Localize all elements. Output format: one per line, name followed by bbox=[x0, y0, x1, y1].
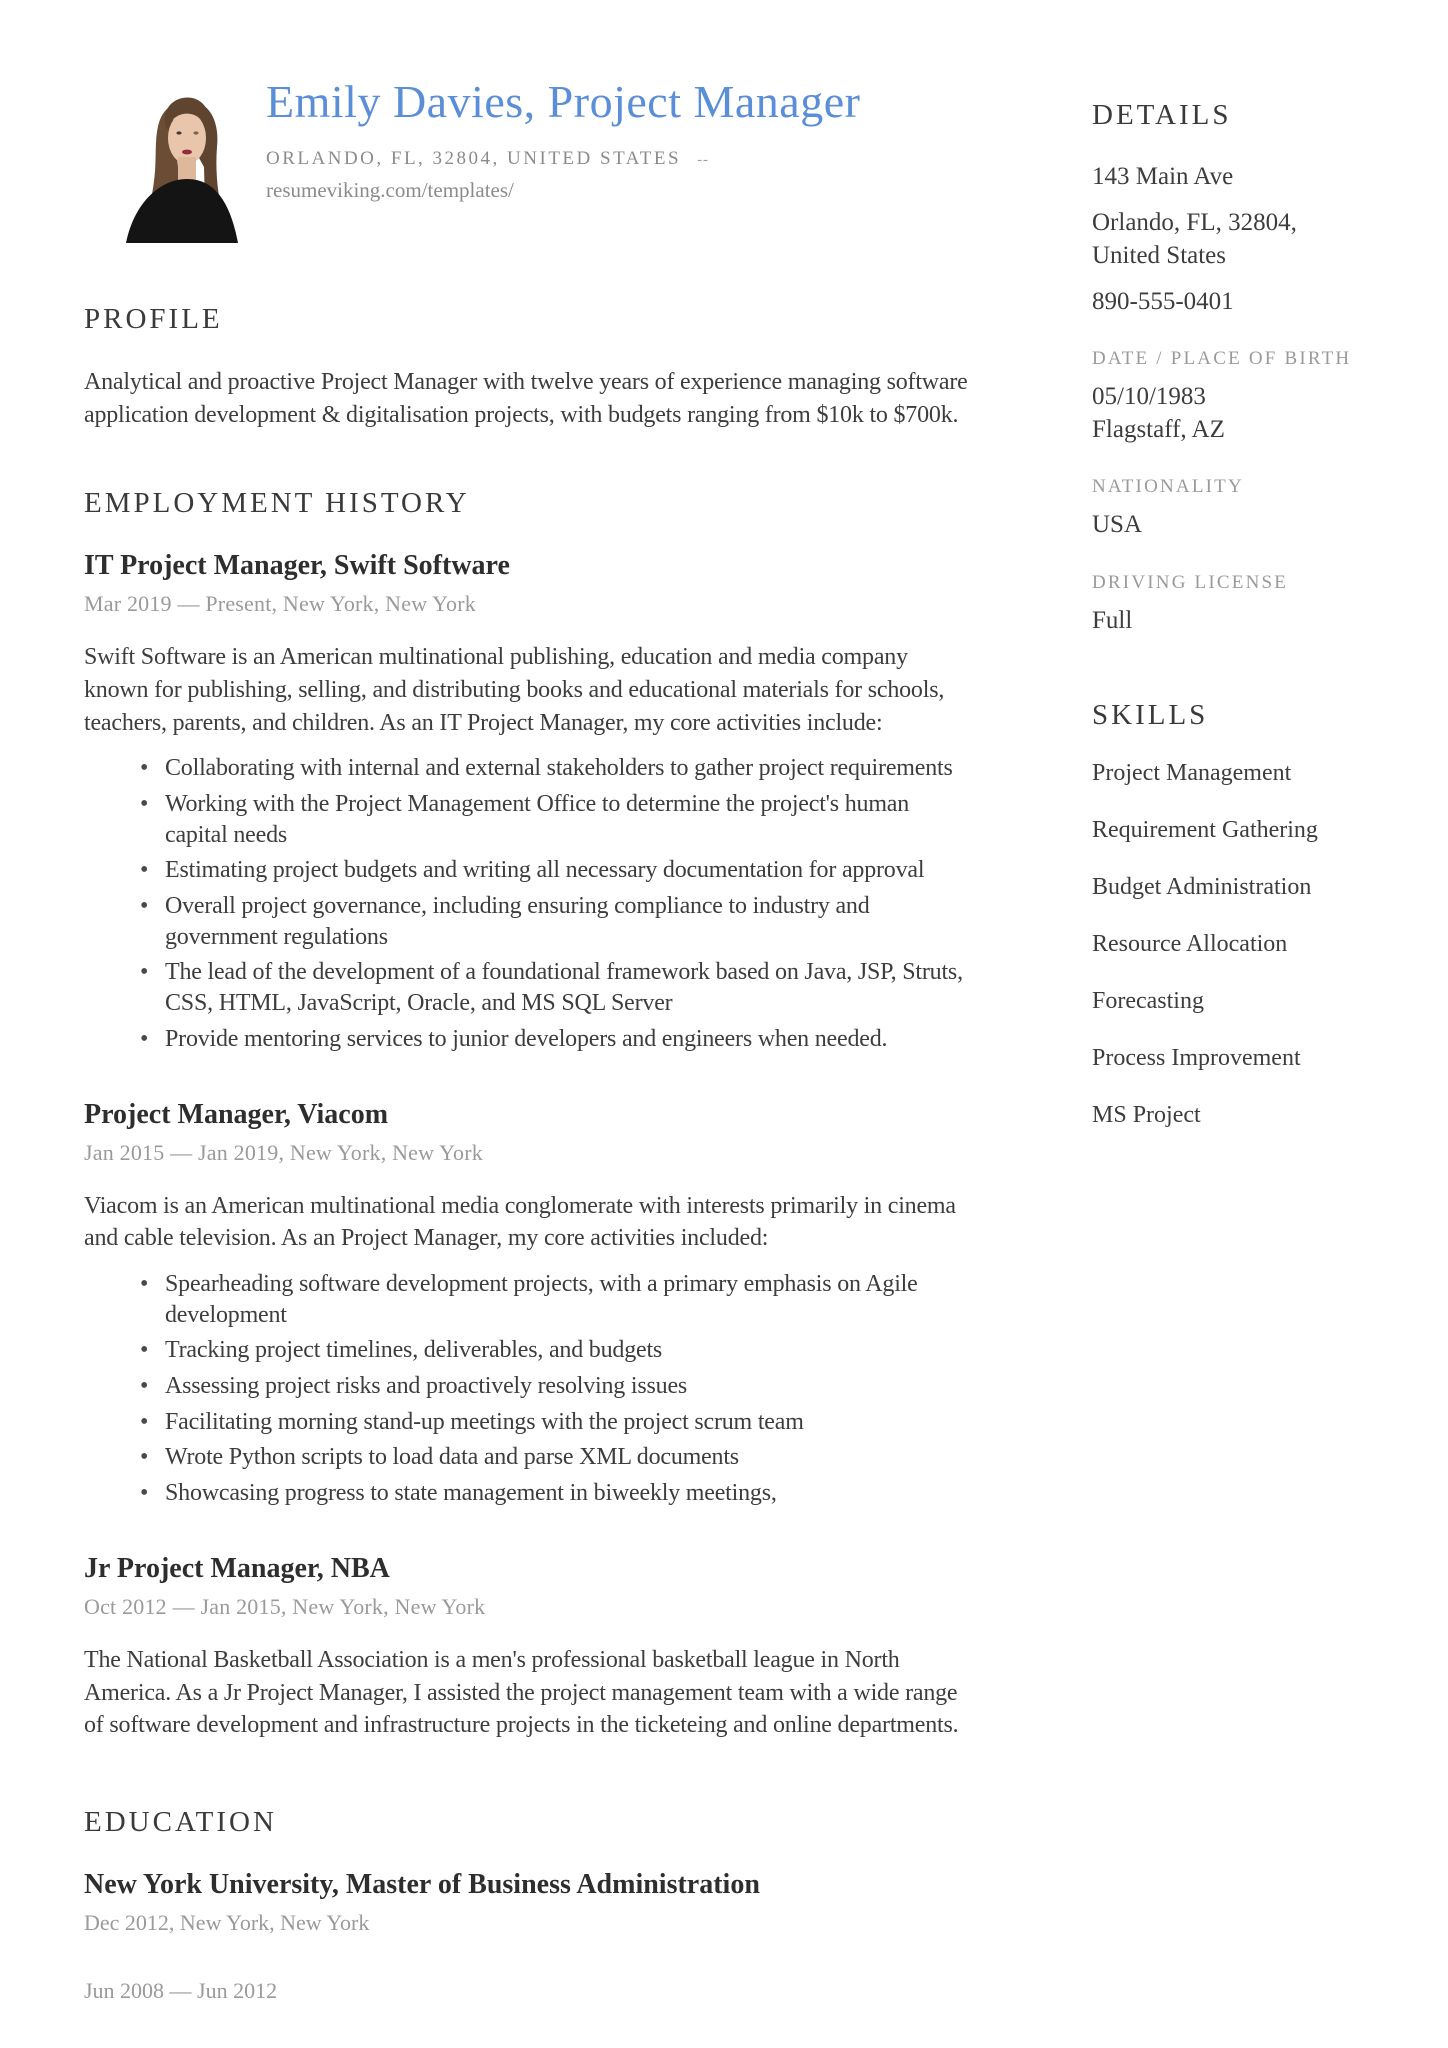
job-bullet-list bbox=[84, 753, 972, 1054]
header bbox=[112, 75, 972, 243]
main-column bbox=[84, 75, 972, 2008]
job-bullet-list bbox=[84, 1269, 972, 1509]
education-heading: EDUCATION bbox=[84, 1805, 277, 1838]
address-line-2: Orlando, FL, 32804, United States bbox=[1092, 209, 1297, 269]
bullet-item: • Overall project governance, including ensuring compliance to industry and government regulations bbox=[165, 891, 972, 952]
header-text bbox=[266, 75, 860, 203]
skill-item: Process Improvement bbox=[1092, 1045, 1301, 1071]
sidebar bbox=[1092, 75, 1363, 2008]
bullet-item: • Assessing project risks and proactively resolving issues bbox=[165, 1371, 972, 1402]
bullet-item: • Estimating project budgets and writing all necessary documentation for approval bbox=[165, 855, 972, 886]
skill-item: MS Project bbox=[1092, 1102, 1201, 1128]
location-text: ORLANDO, FL, 32804, UNITED STATES bbox=[266, 147, 682, 169]
skills-section bbox=[1092, 699, 1363, 1129]
website-link[interactable]: resumeviking.com/templates/ bbox=[266, 177, 514, 202]
skill-item: Requirement Gathering bbox=[1092, 817, 1318, 843]
education-school: New York University, Master of Business Administration bbox=[84, 1868, 760, 1900]
bullet-item: • Wrote Python scripts to load data and parse XML documents bbox=[165, 1442, 972, 1473]
nationality-value: USA bbox=[1092, 511, 1143, 538]
portrait-illustration bbox=[112, 75, 252, 243]
education-period: Jun 2008 — Jun 2012 bbox=[84, 1977, 278, 2003]
profile-heading: PROFILE bbox=[84, 303, 223, 335]
bullet-item: • The lead of the development of a foundational framework based on Java, JSP, Struts, CSS, HTML, JavaScript, Oracle, and MS SQL Server bbox=[165, 957, 972, 1018]
bullet-item: • Provide mentoring services to junior developers and engineers when needed. bbox=[165, 1024, 972, 1055]
job-meta: Mar 2019 — Present, New York, New York bbox=[84, 591, 476, 617]
profile-photo bbox=[112, 75, 252, 243]
address-line-1: 143 Main Ave bbox=[1092, 163, 1234, 190]
job-entry-swift-software bbox=[84, 550, 972, 1054]
job-description: The National Basketball Association is a men's professional basketball league in North America. As a Jr Project Manager, I assisted the project management team with a wide range of software development and infrastructure projects in the ticketeing and online departments. bbox=[84, 1646, 959, 1739]
birth-place: Flagstaff, AZ bbox=[1092, 415, 1225, 443]
details-section bbox=[1092, 99, 1363, 637]
details-heading: DETAILS bbox=[1092, 99, 1232, 131]
job-meta: Jan 2015 — Jan 2019, New York, New York bbox=[84, 1139, 483, 1165]
job-title: IT Project Manager, Swift Software bbox=[84, 550, 510, 582]
job-title: Project Manager, Viacom bbox=[84, 1098, 389, 1130]
skill-item: Resource Allocation bbox=[1092, 931, 1288, 957]
education-meta: Dec 2012, New York, New York bbox=[84, 1909, 370, 1935]
birth-date: 05/10/1983 bbox=[1092, 383, 1206, 410]
job-description: Viacom is an American multinational media conglomerate with interests primarily in cinema and cable television. As an Project Manager, my core activities included: bbox=[84, 1192, 956, 1252]
skill-item: Forecasting bbox=[1092, 988, 1204, 1014]
job-entry-viacom bbox=[84, 1099, 972, 1509]
profile-section bbox=[84, 303, 972, 431]
license-value: Full bbox=[1092, 606, 1133, 634]
phone-number: 890-555-0401 bbox=[1092, 288, 1234, 315]
bullet-item: • Facilitating morning stand-up meetings with the project scrum team bbox=[165, 1407, 972, 1438]
job-meta: Oct 2012 — Jan 2015, New York, New York bbox=[84, 1593, 486, 1619]
skill-item: Project Management bbox=[1092, 760, 1292, 786]
skill-item: Budget Administration bbox=[1092, 874, 1312, 900]
job-entry-nba bbox=[84, 1553, 972, 1742]
bullet-item: • Spearheading software development projects, with a primary emphasis on Agile development bbox=[165, 1269, 972, 1330]
job-description: Swift Software is an American multinational publishing, education and media company known for publishing, selling, and distributing books and educational materials for schools, teachers, parents, and children. As an IT Project Manager, my core activities include: bbox=[84, 644, 945, 736]
skills-heading: SKILLS bbox=[1092, 699, 1209, 731]
bullet-item: • Working with the Project Management Office to determine the project's human capital needs bbox=[165, 789, 972, 850]
bullet-item: • Collaborating with internal and external stakeholders to gather project requirements bbox=[165, 753, 972, 784]
nationality-label: NATIONALITY bbox=[1092, 476, 1244, 497]
profile-text: Analytical and proactive Project Manager with twelve years of experience managing software application development & digitalisation projects, with budgets ranging from $10k to $700k. bbox=[84, 369, 968, 428]
separator-dashes: -- bbox=[697, 151, 710, 168]
location-row bbox=[266, 148, 860, 170]
job-title: Jr Project Manager, NBA bbox=[84, 1552, 390, 1584]
employment-section bbox=[84, 487, 972, 1742]
education-section bbox=[84, 1806, 972, 2004]
birth-label: DATE / PLACE OF BIRTH bbox=[1092, 348, 1352, 369]
license-label: DRIVING LICENSE bbox=[1092, 571, 1289, 593]
employment-heading: EMPLOYMENT HISTORY bbox=[84, 487, 470, 520]
bullet-item: • Tracking project timelines, deliverables, and budgets bbox=[165, 1335, 972, 1366]
person-name: Emily Davies, Project Manager bbox=[266, 76, 861, 127]
bullet-item: • Showcasing progress to state management in biweekly meetings, bbox=[165, 1478, 972, 1509]
